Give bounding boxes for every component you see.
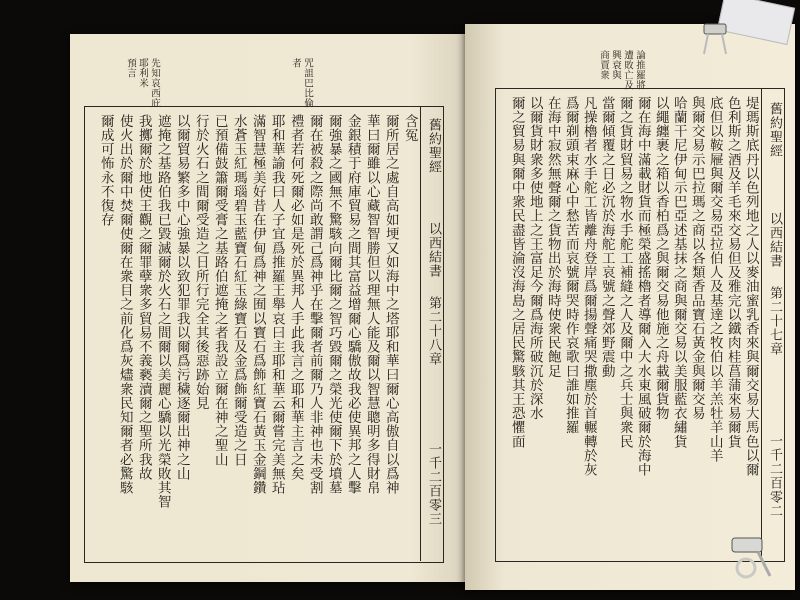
right-text-column: 堤瑪斯底丹以色列地之人以麥油蜜乳香來與爾交易大馬色以爾 [742, 96, 759, 477]
left-margin-note: 者 [290, 58, 301, 68]
left-text-column: 水蒼玉紅瑪瑙碧玉藍寶石紅玉綠寶石及金爲飾爾受造之日 [230, 114, 247, 467]
right-book-title: 舊約聖經 [767, 102, 782, 158]
left-text-column: 行於火石之間爾受造之日所行完全其後惡跡始見 [192, 114, 209, 411]
left-text-column: 爾所居之處自高如埂又如海中之塔耶和華曰爾心高傲自以爲神 [382, 114, 399, 495]
left-text-column: 使火出於爾中焚爾使爾在衆目之前化爲灰燼衆民知爾者必驚駭 [116, 114, 133, 495]
left-text-column: 爾在被殺之際尚敢謂己爲神乎在擊爾者前爾乃人非神也未受割 [306, 114, 323, 495]
left-margin-note: 咒詛巴比倫 [302, 58, 313, 108]
left-page [70, 34, 470, 582]
left-text-column: 爾成可怖永不復存 [97, 114, 114, 227]
left-text-column: 爾強暴之國無不驚駭向爾比爾之智巧毀爾之榮光使爾下於墳墓 [325, 114, 342, 495]
right-text-column: 底但以鞍屜與爾交易亞拉伯人及基達之牧伯以羊羔牡羊山羊 [706, 96, 723, 463]
right-margin-note: 商賈衆 [598, 50, 609, 80]
left-text-column: 已預備鼓簫爾受膏之基路伯遮掩之者我設立爾在神之聖山 [211, 114, 228, 467]
right-text-column: 爾之貿易與爾中衆民盡皆淪沒海島之居民驚駭其王恐懼面 [508, 96, 525, 449]
right-text-column: 當爾傾覆之日必沉於海舵工哀號之聲郊野震動 [598, 96, 615, 378]
left-text-column: 耶和華諭我曰人子宜爲推羅王舉哀曰主耶和華云爾嘗完美無玷 [268, 114, 285, 495]
left-margin-note: 耶利米 [137, 58, 148, 88]
left-text-column: 遮掩之基路伯我已毀滅爾於火石之間爾以美麗心驕以光榮敗其智 [154, 114, 171, 509]
right-margin-note: 遭敗亡及 [622, 50, 633, 90]
left-section-title: 以西結書 [426, 222, 441, 278]
left-text-column: 禮者若何死爾必如是死於異邦人手此我言之耶和華主言之矣 [287, 114, 304, 481]
right-chapter-label: 第二十七章 [767, 286, 782, 356]
binder-clip-top-icon [700, 18, 730, 58]
right-text-column: 哈蘭干尼伊甸示巴亞述基抹之商與爾交易以美服藍衣繡貨 [670, 96, 687, 449]
right-text-column: 在海中寂然無聲爾之貨物出於海時使衆民飽足 [544, 96, 561, 378]
left-book-title: 舊約聖經 [426, 118, 441, 174]
right-margin-note: 論推羅將 [634, 50, 645, 90]
left-header-rule [420, 106, 421, 561]
binder-clip-bottom-icon [728, 532, 776, 582]
left-chapter-label: 第二十八章 [426, 296, 441, 366]
right-text-column: 爾在海中滿載財貨而極榮盛搖櫓者導爾入大水東風破爾於海中 [634, 96, 651, 477]
right-page [465, 24, 795, 590]
right-text-column: 爾之貨財貿易之物水手舵工補縫之人及爾中之兵士與衆民 [616, 96, 633, 449]
right-header-rule [761, 88, 762, 560]
open-book [60, 22, 785, 590]
right-margin-note: 興衰與 [610, 50, 621, 80]
left-text-column: 以爾貿易繁多中心強暴以致犯罪我以爾爲污穢逐爾出神之山 [173, 114, 190, 481]
right-section-title: 以西結書 [767, 212, 782, 268]
left-page-number: 一千二百零三 [426, 442, 441, 526]
left-margin-note: 先知哀西庇 [149, 58, 160, 108]
right-text-column: 色利斯之酒及羊毛來交易但及雅完以鐵肉桂菖蒲來易爾貨 [724, 96, 741, 449]
left-text-column: 金銀積于府庫貿易之間其富益增爾心驕傲故我必使異邦之人擊 [344, 114, 361, 495]
left-margin-note: 預言 [125, 58, 136, 78]
right-text-column: 以繩纏裹之箱以香柏爲之與爾交易他施之舟載爾貨物 [652, 96, 669, 421]
right-text-column: 爲爾剃頭束麻心中愁苦而哀號爾哭時作哀歌曰誰如推羅 [562, 96, 579, 435]
left-text-column: 滿智慧極美好昔在伊甸爲神之囿以寶石爲飾紅寶石黃玉金鋼鑽 [249, 114, 266, 495]
right-text-column: 與爾交易示巴拉瑪之商以各類香品寶石黃金與爾交易 [688, 96, 705, 421]
right-page-number: 一千二百零二 [767, 434, 782, 518]
left-text-column: 華曰爾雖以心藏智智勝但以理無人能及爾以智慧聰明多得財帛 [363, 114, 380, 495]
left-text-column: 我擲爾於地使王觀之爾罪孽衆多貿易不義褻瀆爾之聖所我故 [135, 114, 152, 481]
right-text-column: 凡操櫓者水手舵工皆離舟登岸爲爾揚聲痛哭撒塵於首輾轉於灰 [580, 96, 597, 477]
right-text-column: 以爾貨財衆多使地上之王富足今爾爲海所破沉於深水 [526, 96, 543, 421]
left-text-column: 含冤 [401, 114, 418, 143]
